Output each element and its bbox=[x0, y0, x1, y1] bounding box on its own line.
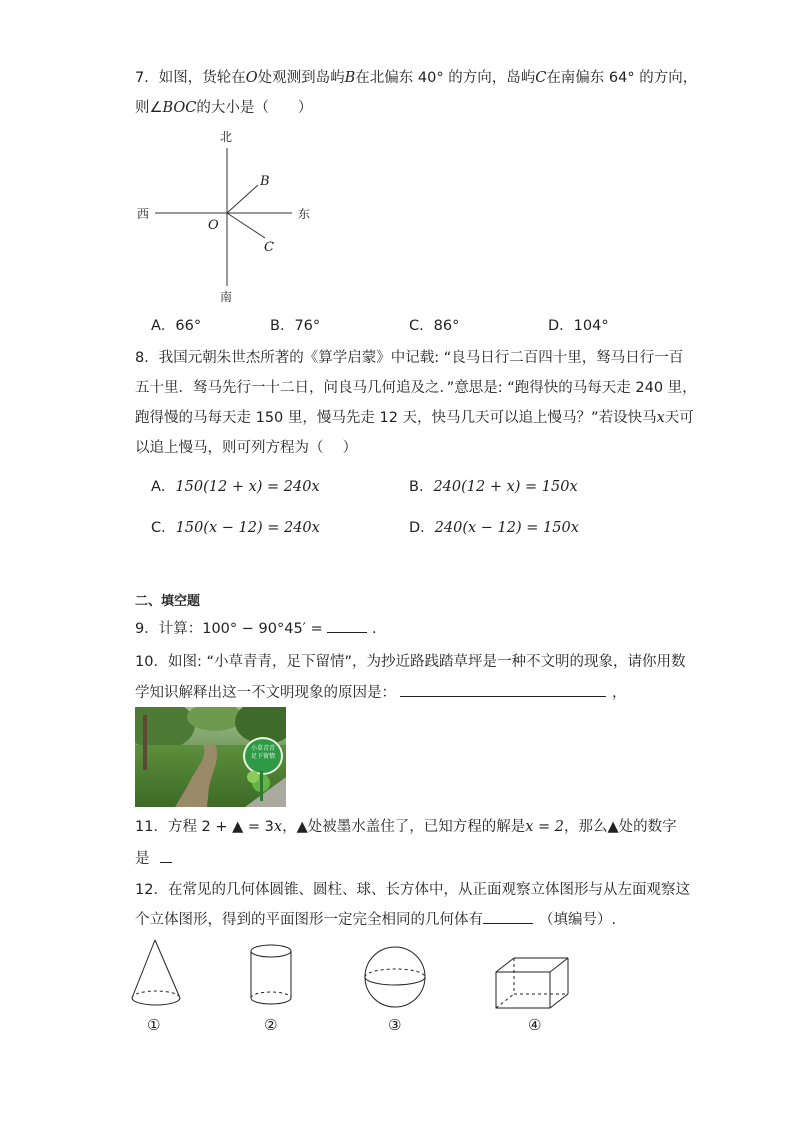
option-key: C． bbox=[151, 520, 176, 536]
q12-text: （填编号）. bbox=[539, 912, 617, 928]
q12-line1: 12．在常见的几何体圆锥、圆柱、球、长方体中，从正面观察立体图形与从左面观察这 bbox=[135, 882, 690, 898]
section-heading: 二、填空题 bbox=[135, 594, 201, 609]
q7-text: 则∠ bbox=[135, 100, 163, 116]
option-key: C． bbox=[409, 318, 434, 334]
west-label: 西 bbox=[137, 207, 150, 221]
q9-text: 9．计算：100° − 90°45′ = bbox=[135, 621, 323, 637]
east-label: 东 bbox=[298, 207, 311, 221]
q11-solution: x = 2 bbox=[525, 819, 565, 835]
cuboid-shape bbox=[496, 958, 568, 1008]
point-o-label: O bbox=[208, 218, 219, 233]
sign-text-1: 小草青青 bbox=[250, 745, 275, 752]
cylinder-shape bbox=[251, 945, 291, 1004]
point-c-label: C bbox=[264, 240, 274, 255]
option-key: D． bbox=[548, 318, 574, 334]
q7-text: 7．如图，货轮在 bbox=[135, 70, 246, 86]
solid-label-4: ④ bbox=[528, 1016, 542, 1034]
q10-line1: 10．如图: “小草青青，足下留情”，为抄近路践踏草坪是一种不文明的现象，请你用数 bbox=[135, 654, 686, 670]
solid-label-3: ③ bbox=[388, 1016, 402, 1034]
sphere-shape bbox=[365, 947, 425, 1007]
cone-shape bbox=[132, 940, 180, 1005]
option-value: 66° bbox=[175, 318, 202, 334]
option-key: B． bbox=[270, 318, 295, 334]
option-value: 240(x − 12) = 150x bbox=[434, 520, 579, 536]
q9-text: . bbox=[371, 621, 377, 637]
q8-variable: x bbox=[656, 410, 665, 426]
q7-point-o: O bbox=[245, 70, 258, 86]
option-value: 86° bbox=[433, 318, 460, 334]
q7-text: 在南偏东 64° 的方向， bbox=[546, 70, 698, 86]
option-key: B． bbox=[409, 479, 434, 495]
q11-variable: x bbox=[273, 819, 283, 835]
q8-line4: 以追上慢马，则可列方程为（ ） bbox=[135, 440, 358, 456]
q7-point-c: C bbox=[535, 70, 547, 86]
q8-line1: 8．我国元朝朱世杰所著的《算学启蒙》中记载: “良马日行二百四十里，驽马日行一百 bbox=[135, 350, 684, 366]
sign-text-2: 足下留情 bbox=[250, 753, 275, 760]
option-key: A． bbox=[151, 479, 176, 495]
q7-angle: BOC bbox=[162, 100, 197, 116]
option-value: 240(12 + x) = 150x bbox=[433, 479, 578, 495]
q11-text: ，那么▲处的数字 bbox=[564, 819, 677, 835]
point-b-label: B bbox=[260, 174, 270, 189]
solid-label-2: ② bbox=[264, 1016, 278, 1034]
q7-text: 的大小是（ ） bbox=[196, 100, 313, 116]
south-label: 南 bbox=[220, 290, 233, 304]
option-key: D． bbox=[409, 520, 435, 536]
solid-label-1: ① bbox=[147, 1016, 161, 1034]
q11-text: 11．方程 2 + ▲ = 3 bbox=[135, 819, 274, 835]
q12-text: 个立体图形，得到的平面图形一定完全相同的几何体有 bbox=[135, 912, 483, 928]
option-value: 150(12 + x) = 240x bbox=[175, 479, 320, 495]
q11-text: ，▲处被墨水盖住了，已知方程的解是 bbox=[282, 819, 526, 835]
q8-line2: 五十里．驽马先行一十二日，问良马几何追及之．”意思是: “跑得快的马每天走 240 里， bbox=[135, 380, 697, 396]
q8-text: 天可 bbox=[664, 410, 694, 426]
q10-text: 学知识解释出这一不文明现象的原因是： bbox=[135, 685, 396, 701]
q7-point-b: B bbox=[344, 70, 356, 86]
option-value: 104° bbox=[573, 318, 609, 334]
q8-text: 跑得慢的马每天走 150 里，慢马先走 12 天，快马几天可以追上慢马？”若设快马 bbox=[135, 410, 657, 426]
q7-text: 在北偏东 40° 的方向，岛屿 bbox=[355, 70, 536, 86]
option-value: 150(x − 12) = 240x bbox=[175, 520, 320, 536]
option-value: 76° bbox=[294, 318, 321, 334]
option-key: A． bbox=[151, 318, 176, 334]
north-label: 北 bbox=[220, 130, 233, 144]
q11-text: 是 bbox=[135, 851, 150, 867]
q7-text: 处观测到岛屿 bbox=[257, 70, 345, 86]
q10-text: ， bbox=[612, 685, 627, 701]
